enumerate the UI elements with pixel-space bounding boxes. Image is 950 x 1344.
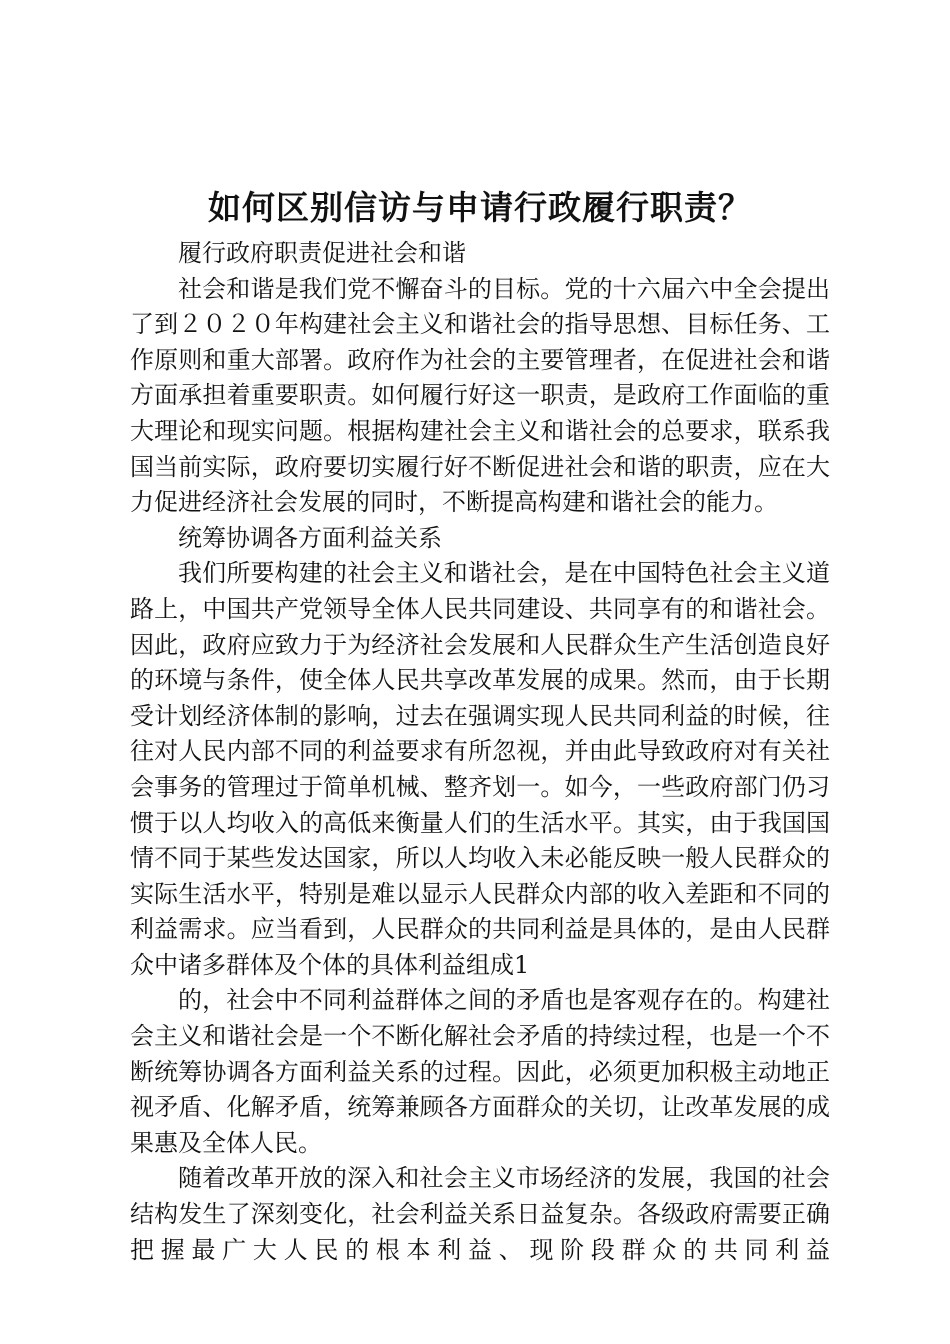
section-heading: 统筹协调各方面利益关系 (178, 523, 442, 552)
body-paragraph: 随着改革开放的深入和社会主义市场经济的发展，我国的社会结构发生了深刻变化，社会利益关系日益复杂。各级政府需要正确把握最广大人民的根本利益、现阶段群众的共同利益 (130, 1164, 830, 1264)
body-paragraph: 社会和谐是我们党不懈奋斗的目标。党的十六届六中全会提出了到２０２０年构建社会主义和谐社会的指导思想、目标任务、工作原则和重大部署。政府作为社会的主要管理者，在促进社会和谐方面承担着重要职责。如何履行好这一职责，是政府工作面临的重大理论和现实问题。根据构建社会主义和谐社会的总要求，联系我国当前实际，政府要切实履行好不断促进社会和谐的职责，应在大力促进经济社会发展的同时，不断提高构建和谐社会的能力。 (130, 274, 830, 517)
body-paragraph: 的，社会中不同利益群体之间的矛盾也是客观存在的。构建社会主义和谐社会是一个不断化解社会矛盾的持续过程，也是一个不断统筹协调各方面利益关系的过程。因此，必须更加积极主动地正视矛盾、化解矛盾，统筹兼顾各方面群众的关切，让改革发展的成果惠及全体人民。 (130, 986, 830, 1157)
section-heading: 履行政府职责促进社会和谐 (178, 239, 466, 267)
body-paragraph: 我们所要构建的社会主义和谐社会，是在中国特色社会主义道路上，中国共产党领导全体人民共同建设、共同享有的和谐社会。因此，政府应致力于为经济社会发展和人民群众生产生活创造良好的环境与条件，使全体人民共享改革发展的成果。然而，由于长期受计划经济体制的影响，过去在强调实现人民共同利益的时候，往往对人民内部不同的利益要求有所忽视，并由此导致政府对有关社会事务的管理过于简单机械、整齐划一。如今，一些政府部门仍习惯于以人均收入的高低来衡量人们的生活水平。其实，由于我国国情不同于某些发达国家，所以人均收入未必能反映一般人民群众的实际生活水平，特别是难以显示人民群众内部的收入差距和不同的利益需求。应当看到，人民群众的共同利益是具体的，是由人民群众中诸多群体及个体的具体利益组成1 (130, 559, 830, 979)
document-body (130, 236, 830, 1268)
document-title: 如何区别信访与申请行政履行职责？ (208, 188, 752, 227)
